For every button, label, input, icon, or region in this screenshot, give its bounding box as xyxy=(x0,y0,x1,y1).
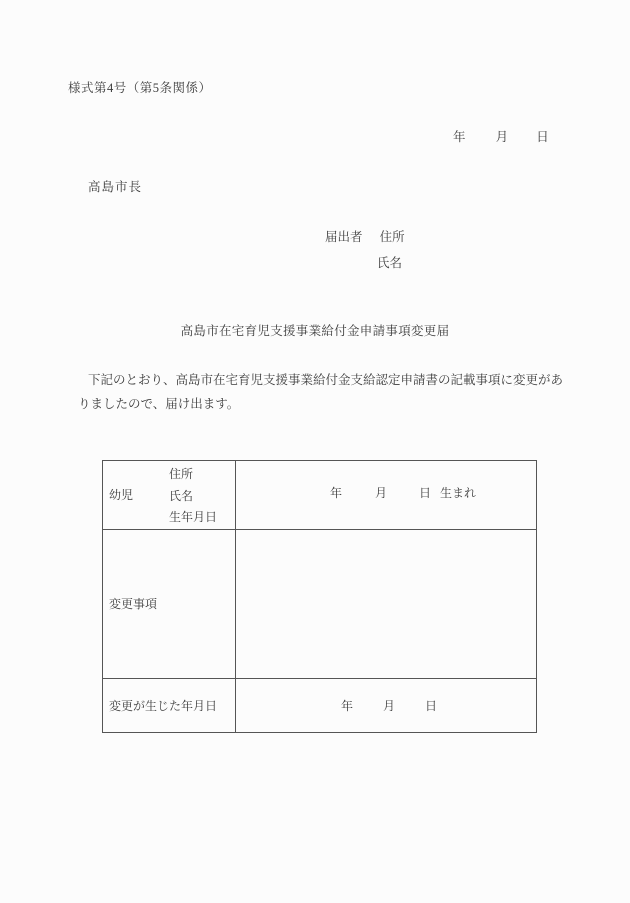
birth-born-suffix: 生まれ xyxy=(440,485,477,500)
change-date-day-label: 日 xyxy=(425,698,438,713)
declarant-label: 届出者 xyxy=(325,230,363,244)
declarant-address-row xyxy=(325,224,405,250)
declarant-address-label: 住所 xyxy=(379,230,405,244)
change-date-label: 変更が生じた年月日 xyxy=(109,698,218,713)
change-date-month-label: 月 xyxy=(383,698,396,713)
child-header-cell xyxy=(103,461,236,530)
declarant-block xyxy=(325,224,405,276)
document-title: 高島市在宅育児支援事業給付金申請事項変更届 xyxy=(180,324,450,338)
child-birthdate-label: 生年月日 xyxy=(169,510,218,524)
body-line-2: りましたので、届け出ます。 xyxy=(78,397,240,411)
declarant-name-row xyxy=(325,250,405,276)
date-year-label: 年 xyxy=(453,130,466,144)
child-row-label: 幼児 xyxy=(109,488,134,503)
form-number: 様式第4号（第5条関係） xyxy=(68,81,212,95)
date-month-label: 月 xyxy=(495,130,509,144)
child-name-label: 氏名 xyxy=(169,488,194,503)
change-date-value-cell xyxy=(236,678,537,732)
child-cell-layout xyxy=(103,461,235,529)
changes-value-cell xyxy=(236,529,537,678)
declarant-name-label: 氏名 xyxy=(377,256,403,270)
table-row-changes xyxy=(103,529,537,678)
birth-year-label: 年 xyxy=(330,485,343,500)
change-notification-table xyxy=(102,460,537,733)
change-date-header-cell xyxy=(103,678,236,732)
submission-date-line xyxy=(453,127,549,145)
child-field-labels xyxy=(169,461,217,529)
child-address-label: 住所 xyxy=(169,467,194,481)
birthdate-entry-line xyxy=(236,486,536,500)
date-day-label: 日 xyxy=(536,130,549,144)
addressee: 高島市長 xyxy=(88,180,143,194)
change-date-entry-line xyxy=(236,697,536,714)
table-row-change-date xyxy=(103,678,537,732)
child-value-cell xyxy=(236,461,537,530)
birth-month-label: 月 xyxy=(375,485,388,500)
table-row-child xyxy=(103,461,537,530)
body-paragraph xyxy=(78,368,570,416)
changes-label: 変更事項 xyxy=(109,597,158,611)
body-line-1: 下記のとおり、高島市在宅育児支援事業給付金支給認定申請書の記載事項に変更があ xyxy=(88,373,564,387)
birth-day-label: 日 xyxy=(419,485,432,500)
change-date-year-label: 年 xyxy=(341,698,354,713)
changes-header-cell xyxy=(103,529,236,678)
